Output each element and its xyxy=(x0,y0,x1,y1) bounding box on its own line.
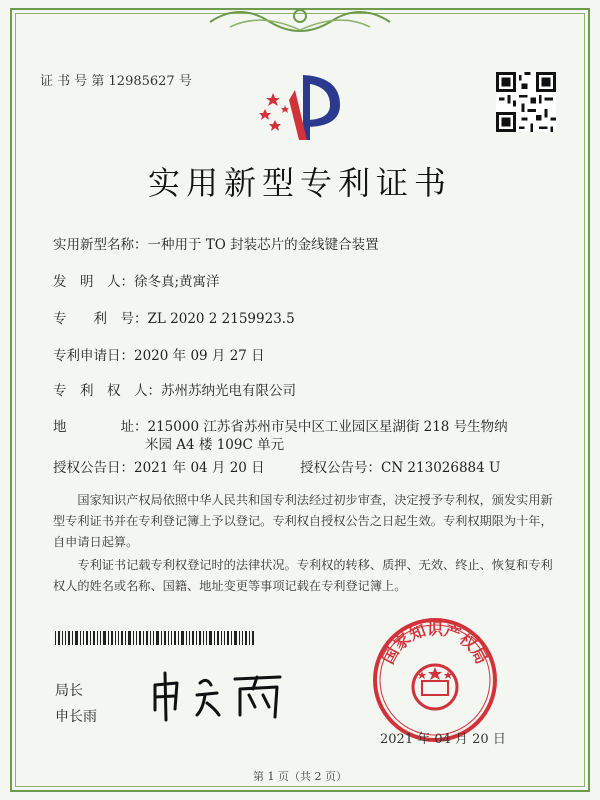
patent-number-label: 专 利 号： xyxy=(53,311,148,327)
legal-paragraph-1: 国家知识产权局依照中华人民共和国专利法经过初步审查，决定授予专利权，颁发实用新型专利证书并在专利登记簿上予以登记。专利权自授权公告之日起生效。专利权期限为十年，自申请日起算。 xyxy=(53,493,553,549)
top-ornament xyxy=(200,2,400,42)
name-value: 一种用于 TO 封装芯片的金线键合装置 xyxy=(147,237,379,253)
patent-office-logo xyxy=(255,65,345,145)
grant-number-row xyxy=(300,456,500,476)
grant-number-value: CN 213026884 U xyxy=(381,460,501,476)
handwritten-signature xyxy=(145,665,295,725)
grant-number-label: 授权公告号： xyxy=(300,460,381,476)
qr-code xyxy=(496,72,556,132)
legal-paragraph-2: 专利证书记载专利权登记时的法律状况。专利权的转移、质押、无效、终止、恢复和专利权人的姓名或名称、国籍、地址变更等事项记载在专利登记簿上。 xyxy=(53,558,553,593)
address-row xyxy=(53,415,508,435)
filing-date-value: 2020 年 09 月 27 日 xyxy=(134,348,265,364)
page-number: 第 1 页（共 2 页） xyxy=(253,770,347,783)
signature-name: 申长雨 xyxy=(55,709,97,725)
certificate-title: 实用新型专利证书 xyxy=(147,164,452,202)
patent-number-value: ZL 2020 2 2159923.5 xyxy=(147,311,295,327)
inventor-value: 徐冬真;黄寓洋 xyxy=(134,274,220,290)
certificate-number: 证 书 号 第 12985627 号 xyxy=(40,74,192,89)
address-label: 地 址： xyxy=(53,419,148,435)
address-line2: 米园 A4 楼 109C 单元 xyxy=(145,437,285,453)
barcode xyxy=(55,631,255,645)
name-label: 实用新型名称： xyxy=(53,237,148,253)
grant-date-value: 2021 年 04 月 20 日 xyxy=(134,460,265,476)
name-row xyxy=(53,233,379,253)
filing-date-label: 专利申请日： xyxy=(53,348,134,364)
filing-date-row xyxy=(53,344,265,364)
inventor-row xyxy=(53,270,220,290)
seal-text: 国家知识产权局 xyxy=(378,619,492,668)
official-seal xyxy=(370,615,500,745)
inventor-label: 发 明 人： xyxy=(53,274,134,290)
patentee-value: 苏州苏纳光电有限公司 xyxy=(161,383,296,399)
patentee-row xyxy=(53,379,296,399)
grant-date-row xyxy=(53,456,265,476)
address-line1: 215000 江苏省苏州市吴中区工业园区星湖街 218 号生物纳 xyxy=(147,419,508,435)
signature-role: 局长 xyxy=(55,683,83,699)
grant-date-label: 授权公告日： xyxy=(53,460,134,476)
patentee-label: 专 利 权 人： xyxy=(53,383,161,399)
seal-date: 2021 年 04 月 20 日 xyxy=(380,732,506,747)
patent-number-row xyxy=(53,307,295,327)
